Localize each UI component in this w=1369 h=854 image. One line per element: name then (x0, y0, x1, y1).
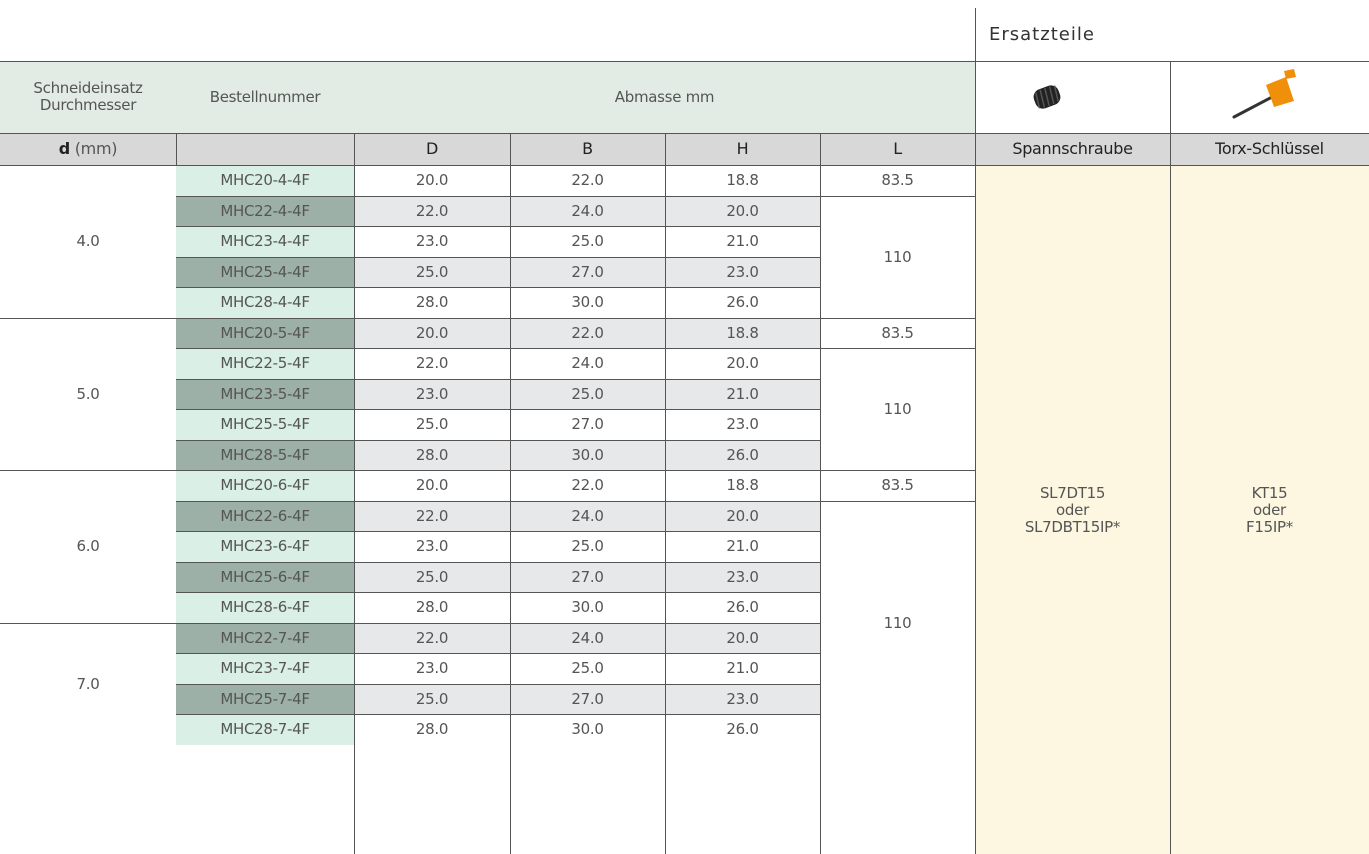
row-divider (176, 531, 820, 532)
dim-D-value: 22.0 (415, 628, 449, 647)
divider (820, 133, 821, 854)
dim-B-value: 27.0 (571, 689, 604, 708)
d-column-header (0, 133, 176, 165)
dim-B-value: 24.0 (571, 354, 604, 373)
spare-parts-divider (975, 8, 976, 854)
row-divider (176, 623, 820, 624)
dim-H-value: 20.0 (726, 506, 759, 525)
order-code: MHC25-5-4F (220, 415, 310, 434)
dim-D-value: 25.0 (415, 567, 449, 586)
order-code: MHC20-5-4F (220, 323, 310, 342)
spannschraube-header: Spannschraube (1012, 139, 1133, 158)
dim-D-value: 28.0 (415, 293, 449, 312)
dim-H-value: 23.0 (726, 415, 759, 434)
row-divider (176, 379, 820, 380)
insert-diameter-value: 4.0 (76, 232, 100, 251)
group-divider (0, 623, 176, 624)
dim-B-value: 27.0 (571, 262, 604, 281)
dim-B-value: 22.0 (571, 171, 604, 190)
col-H-header: H (736, 139, 749, 158)
dim-D-value: 23.0 (415, 537, 449, 556)
insert-diameter-value: 5.0 (76, 384, 100, 403)
row-divider (176, 226, 820, 227)
dim-B-value: 30.0 (571, 598, 604, 617)
d-symbol: d (58, 139, 70, 158)
dim-H-value: 26.0 (726, 720, 759, 739)
dim-H-value: 20.0 (726, 201, 759, 220)
order-code: MHC20-4-4F (220, 171, 310, 190)
key-part-numbers: KT15 oder F15IP* (1246, 483, 1293, 536)
dim-H-value: 26.0 (726, 293, 759, 312)
order-code: MHC23-4-4F (220, 232, 310, 251)
length-L-value: 110 (883, 613, 912, 632)
order-code: MHC25-4-4F (220, 262, 310, 281)
torx-key-icon (1228, 67, 1308, 123)
order-number-header: Bestellnummer (209, 88, 321, 106)
insert-diameter-value: 6.0 (76, 537, 100, 556)
header-mid-rule (0, 133, 1369, 134)
dim-D-value: 22.0 (415, 354, 449, 373)
group-divider (0, 470, 176, 471)
order-code: MHC23-5-4F (220, 384, 310, 403)
dim-B-value: 30.0 (571, 445, 604, 464)
dim-D-value: 20.0 (415, 323, 449, 342)
row-divider (176, 653, 820, 654)
order-code: MHC28-4-4F (220, 293, 310, 312)
insert-diameter-value: 7.0 (76, 674, 100, 693)
dim-H-value: 20.0 (726, 354, 759, 373)
row-divider (176, 470, 820, 471)
row-divider (176, 409, 820, 410)
dim-D-value: 28.0 (415, 445, 449, 464)
dim-B-value: 24.0 (571, 201, 604, 220)
dim-H-value: 18.8 (726, 476, 759, 495)
row-divider (176, 196, 820, 197)
dim-D-value: 22.0 (415, 201, 449, 220)
group-divider (0, 318, 176, 319)
dim-B-value: 24.0 (571, 628, 604, 647)
dim-H-value: 20.0 (726, 628, 759, 647)
dim-H-value: 23.0 (726, 567, 759, 586)
dim-D-value: 23.0 (415, 232, 449, 251)
screw-part-numbers: SL7DT15 oder SL7DBT15IP* (1024, 483, 1121, 536)
dim-B-value: 24.0 (571, 506, 604, 525)
dim-H-value: 23.0 (726, 262, 759, 281)
dim-D-value: 25.0 (415, 262, 449, 281)
col-L-header: L (893, 139, 902, 158)
dim-B-value: 22.0 (571, 476, 604, 495)
dim-B-value: 25.0 (571, 232, 604, 251)
row-divider (176, 592, 820, 593)
dim-D-value: 23.0 (415, 659, 449, 678)
row-divider (176, 287, 820, 288)
length-L-value: 83.5 (881, 323, 914, 342)
divider (510, 133, 511, 854)
row-divider (176, 501, 820, 502)
dim-D-value: 23.0 (415, 384, 449, 403)
row-divider (176, 318, 820, 319)
order-code: MHC25-7-4F (220, 689, 310, 708)
row-divider (176, 684, 820, 685)
divider (665, 133, 666, 854)
spare-col-divider (1170, 61, 1171, 854)
dim-B-value: 22.0 (571, 323, 604, 342)
order-code: MHC28-5-4F (220, 445, 310, 464)
dim-H-value: 26.0 (726, 445, 759, 464)
dim-D-value: 28.0 (415, 720, 449, 739)
insert-diameter-header: Schneideinsatz Durchmesser (33, 79, 143, 114)
order-code: MHC22-6-4F (220, 506, 310, 525)
row-divider (176, 348, 820, 349)
order-code: MHC22-4-4F (220, 201, 310, 220)
length-L-value: 83.5 (881, 171, 914, 190)
header-top-rule (0, 61, 1369, 62)
dim-D-value: 20.0 (415, 171, 449, 190)
dim-B-value: 25.0 (571, 659, 604, 678)
dim-H-value: 21.0 (726, 384, 759, 403)
order-code: MHC23-7-4F (220, 659, 310, 678)
dim-D-value: 25.0 (415, 415, 449, 434)
dim-H-value: 23.0 (726, 689, 759, 708)
d-unit: (mm) (69, 139, 118, 158)
dim-D-value: 20.0 (415, 476, 449, 495)
length-L-value: 110 (883, 247, 912, 266)
header-bottom-rule (0, 165, 1369, 166)
dim-H-value: 18.8 (726, 171, 759, 190)
dim-H-value: 21.0 (726, 659, 759, 678)
dim-B-value: 30.0 (571, 720, 604, 739)
spare-parts-title: Ersatzteile (989, 24, 1095, 45)
dim-B-value: 30.0 (571, 293, 604, 312)
order-code: MHC22-7-4F (220, 628, 310, 647)
divider (354, 133, 355, 854)
row-divider (176, 562, 820, 563)
order-code: MHC28-7-4F (220, 720, 310, 739)
dimensions-header: Abmasse mm (614, 88, 715, 106)
dim-D-value: 28.0 (415, 598, 449, 617)
order-code: MHC23-6-4F (220, 537, 310, 556)
dim-D-value: 22.0 (415, 506, 449, 525)
order-code: MHC28-6-4F (220, 598, 310, 617)
dim-B-value: 27.0 (571, 567, 604, 586)
clamping-screw-icon (1027, 79, 1067, 115)
divider (176, 133, 177, 165)
col-D-header: D (425, 139, 439, 158)
dim-B-value: 25.0 (571, 384, 604, 403)
order-code: MHC20-6-4F (220, 476, 310, 495)
col-B-header: B (582, 139, 593, 158)
dim-H-value: 21.0 (726, 232, 759, 251)
length-L-value: 110 (883, 400, 912, 418)
dim-D-value: 25.0 (415, 689, 449, 708)
length-L-value: 83.5 (881, 476, 914, 495)
dim-H-value: 18.8 (726, 323, 759, 342)
dim-B-value: 25.0 (571, 537, 604, 556)
order-code: MHC22-5-4F (220, 354, 310, 373)
torx-key-header: Torx-Schlüssel (1215, 139, 1324, 158)
row-divider (176, 440, 820, 441)
dim-H-value: 26.0 (726, 598, 759, 617)
dim-B-value: 27.0 (571, 415, 604, 434)
order-code: MHC25-6-4F (220, 567, 310, 586)
row-divider (176, 714, 820, 715)
dim-H-value: 21.0 (726, 537, 759, 556)
row-divider (176, 257, 820, 258)
